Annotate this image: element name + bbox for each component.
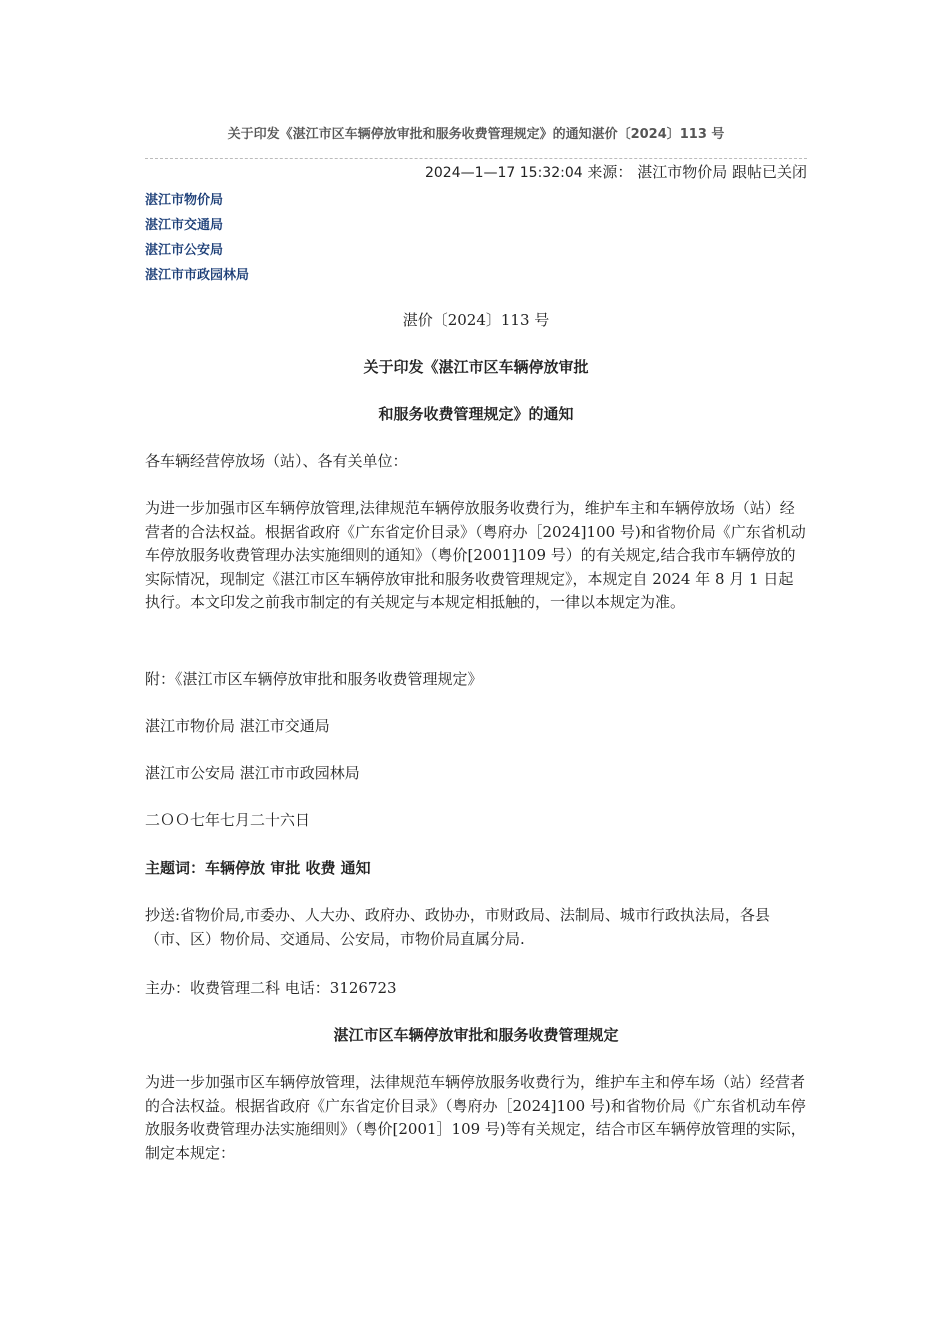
source-name: 湛江市物价局 [632,163,728,181]
document-number: 湛价〔2024〕113 号 [402,311,550,329]
reply-status: 跟帖已关闭 [727,163,807,181]
post-meta [425,161,807,182]
recipient-link[interactable]: 湛江市物价局 [145,193,224,208]
divider [145,158,807,159]
post-timestamp: 2024—1—17 15:32:04 [424,165,583,181]
recipient-link[interactable]: 湛江市公安局 [145,243,224,258]
body-paragraph: 为进一步加强市区车辆停放管理,法律规范车辆停放服务收费行为，维护车主和车辆停放场（站）经营者的合法权益。根据省政府《广东省定价目录》（粤府办［2024]100 号)和省物价局《广东省机动车停放服务收费管理办法实施细则的通知》（粤价[2001]109 号）的有关规定,结合我市车辆停放的实际情况，现制定《湛江市区车辆停放审批和服务收费管理规定》，本规定自 2024 年 8 月 1 日起执行。本文印发之前我市制定的有关规定与本规定相抵触的，一律以本规定为准。 [145,499,806,611]
host-line: 主办：收费管理二科 电话：3126723 [145,979,397,997]
signatures-line-1: 湛江市物价局 湛江市交通局 [145,717,330,735]
salutation: 各车辆经营停放场（站）、各有关单位： [145,452,408,470]
source-label: 来源： [582,163,633,181]
notice-title-line-1: 关于印发《湛江市区车辆停放审批 [363,358,589,376]
attachment-line: 附：《湛江市区车辆停放审批和服务收费管理规定》 [145,670,483,688]
recipient-list [145,191,249,291]
recipient-link[interactable]: 湛江市交通局 [145,218,224,233]
regulation-intro: 为进一步加强市区车辆停放管理，法律规范车辆停放服务收费行为，维护车主和停车场（站）经营者的合法权益。根据省政府《广东省定价目录》（粤府办［2024]100 号)和省物价局《广东省机动车停放服务收费管理办法实施细则》（粤价[2001］109 号)等有关规定，结合市区车辆停放管理的实际，制定本规定： [145,1073,806,1162]
cc-list: 抄送:省物价局,市委办、人大办、政府办、政协办，市财政局、法制局、城市行政执法局，各县（市、区）物价局、交通局、公安局，市物价局直属分局. [145,906,770,948]
recipient-link[interactable]: 湛江市市政园林局 [145,268,250,283]
notice-title-line-2: 和服务收费管理规定》的通知 [378,405,574,423]
page-title: 关于印发《湛江市区车辆停放审批和服务收费管理规定》的通知湛价〔2024〕113 号 [227,127,725,142]
subject-words: 主题词：车辆停放 审批 收费 通知 [145,859,371,877]
regulation-title: 湛江市区车辆停放审批和服务收费管理规定 [333,1026,619,1044]
issue-date: 二ＯＯ七年七月二十六日 [145,811,311,829]
signatures-line-2: 湛江市公安局 湛江市市政园林局 [145,764,360,782]
